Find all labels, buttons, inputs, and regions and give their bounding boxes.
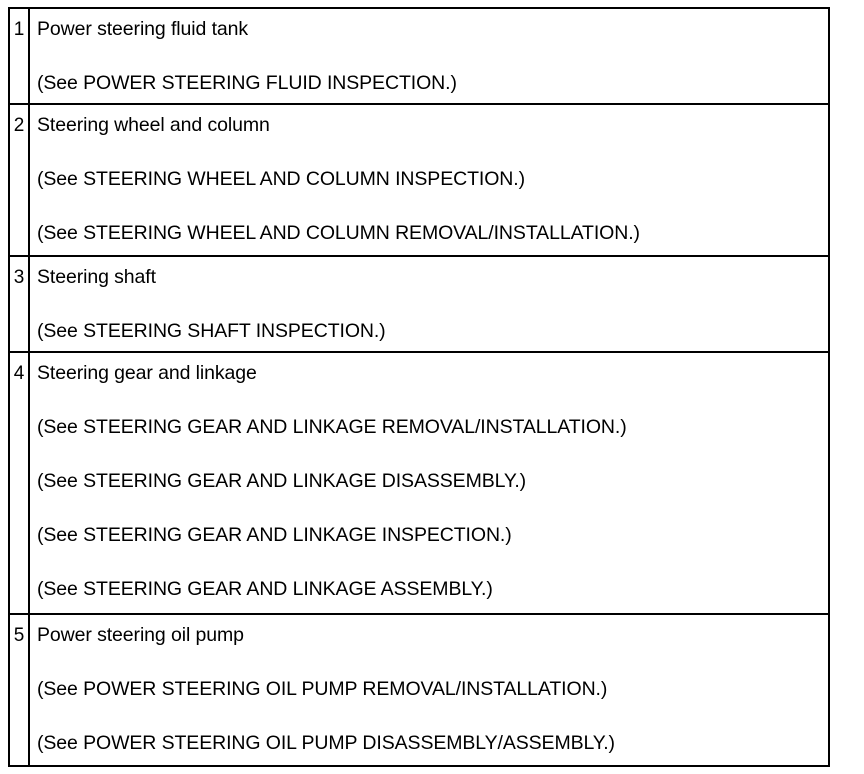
item-content [30, 257, 828, 351]
reference-link[interactable]: (See POWER STEERING OIL PUMP REMOVAL/INSTALLATION.) [37, 678, 608, 700]
reference-link[interactable]: (See STEERING GEAR AND LINKAGE INSPECTION.) [37, 524, 512, 546]
item-content [30, 615, 828, 765]
item-content [30, 9, 828, 103]
reference-link[interactable]: (See POWER STEERING FLUID INSPECTION.) [37, 72, 457, 94]
reference-link[interactable]: (See STEERING GEAR AND LINKAGE DISASSEMBLY.) [37, 470, 527, 492]
table-row [10, 353, 828, 615]
table-row [10, 105, 828, 257]
item-number: 1 [10, 9, 30, 103]
item-title: Power steering fluid tank [37, 18, 249, 40]
reference-link[interactable]: (See STEERING GEAR AND LINKAGE REMOVAL/INSTALLATION.) [37, 416, 627, 438]
component-table [8, 7, 830, 767]
item-number: 4 [10, 353, 30, 613]
table-row [10, 9, 828, 105]
table-row [10, 615, 828, 765]
item-content [30, 105, 828, 255]
item-number: 3 [10, 257, 30, 351]
item-number: 5 [10, 615, 30, 765]
item-title: Steering gear and linkage [37, 362, 257, 384]
item-title: Steering shaft [37, 266, 156, 288]
reference-link[interactable]: (See STEERING WHEEL AND COLUMN INSPECTION.) [37, 168, 525, 190]
item-title: Power steering oil pump [37, 624, 244, 646]
reference-link[interactable]: (See STEERING GEAR AND LINKAGE ASSEMBLY.) [37, 578, 493, 600]
table-row [10, 257, 828, 353]
item-title: Steering wheel and column [37, 114, 270, 136]
reference-link[interactable]: (See STEERING WHEEL AND COLUMN REMOVAL/INSTALLATION.) [37, 222, 640, 244]
item-content [30, 353, 828, 613]
item-number: 2 [10, 105, 30, 255]
reference-link[interactable]: (See STEERING SHAFT INSPECTION.) [37, 320, 386, 342]
reference-link[interactable]: (See POWER STEERING OIL PUMP DISASSEMBLY/ASSEMBLY.) [37, 732, 615, 754]
